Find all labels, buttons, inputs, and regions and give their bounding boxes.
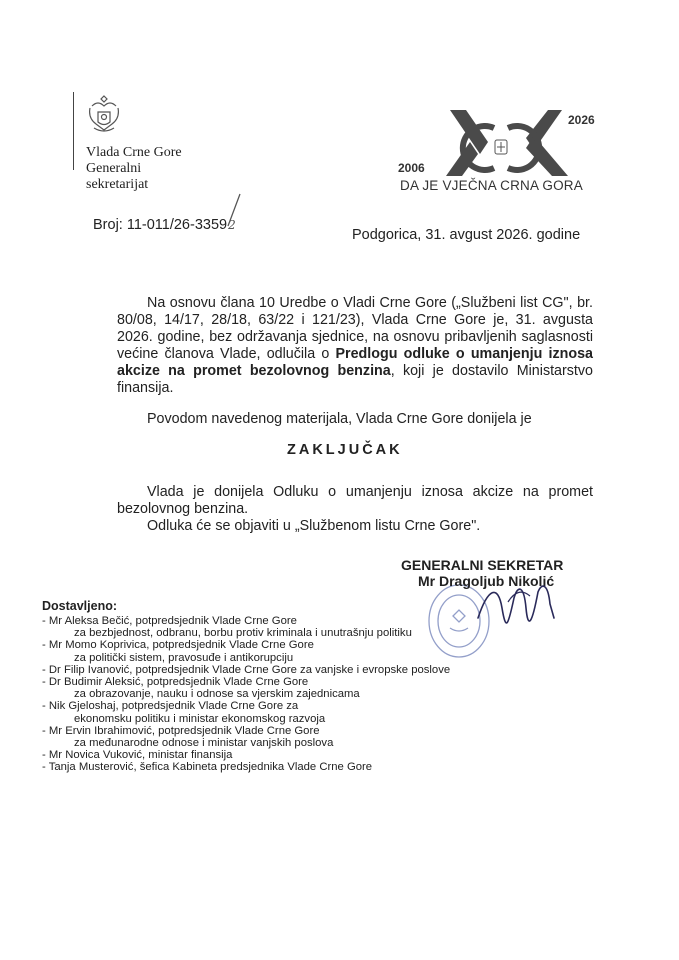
reference-number: Broj: 11-011/26-3359 — [93, 217, 228, 233]
recipient-portfolio: za međunarodne odnose i ministar vanjskih poslova — [74, 737, 334, 750]
paragraph-intro — [117, 295, 593, 397]
list-item — [42, 749, 450, 761]
recipient-line: - Nik Gjeloshaj, potpredsjednik Vlade Crne Gore za — [42, 700, 299, 713]
paragraph-decision: Vlada je donijela Odluku o umanjenju iznosa akcize na promet bezolovnog benzina. — [117, 484, 593, 517]
recipient-line: - Mr Momo Koprivica, potpredsjednik Vlade Crne Gore — [42, 639, 314, 652]
list-item — [42, 676, 450, 700]
distribution-label: Dostavljeno: — [42, 599, 118, 613]
handwritten-suffix: 2 — [228, 218, 236, 232]
handwritten-signature — [468, 578, 568, 630]
signatory-title: GENERALNI SEKRETAR — [401, 557, 564, 573]
header-divider — [73, 92, 74, 170]
list-item — [42, 639, 450, 663]
paragraph-adoption: Povodom navedenog materijala, Vlada Crne Gore donijela je — [147, 411, 532, 427]
list-item — [42, 761, 450, 773]
distribution-list — [42, 615, 450, 774]
intro-text: Na osnovu člana 10 Uredbe o Vladi Crne Gore („Službeni list CG", br. 80/08, 14/17, 28/18, 63/22 i 121/23), Vlada Crne Gore je, 31. avgusta 2026. godine, bez održavanja sjednice, na osnovu pribavljenih saglasnosti većine članova Vlade, odlučila o — [117, 295, 593, 362]
emblem-tagline: DA JE VJEČNA CRNA GORA — [400, 178, 583, 193]
recipient-line: - Dr Budimir Aleksić, potpredsjednik Vlade Crne Gore — [42, 676, 309, 689]
subject-title: Predlogu odluke o umanjenju iznosa akcize na promet bezolovnog benzina — [117, 346, 593, 379]
recipient-line: - Mr Ervin Ibrahimović, potpredsjednik Vlade Crne Gore — [42, 724, 320, 737]
recipient-portfolio: za politički sistem, pravosuđe i antikorupciju — [74, 651, 294, 664]
recipient-portfolio: za bezbjednost, odbranu, borbu protiv kriminala i unutrašnju politiku — [74, 627, 412, 640]
handwritten-slash-mark — [222, 192, 244, 228]
list-item — [42, 664, 450, 676]
recipient-portfolio: ekonomsku politiku i ministar ekonomskog razvoja — [74, 712, 326, 725]
signatory-name: Mr Dragoljub Nikolić — [418, 573, 555, 589]
org-line: sekretarijat — [86, 177, 149, 192]
recipient-line: - Mr Novica Vuković, ministar finansija — [42, 749, 233, 762]
list-item — [42, 700, 450, 724]
document-number — [93, 217, 236, 233]
emblem-year-start: 2006 — [398, 161, 425, 175]
paragraph-publication: Odluka će se objaviti u „Službenom listu Crne Gore". — [147, 518, 481, 534]
org-line: Vlada Crne Gore — [86, 145, 182, 160]
emblem-year-end: 2026 — [568, 113, 595, 127]
list-item — [42, 615, 450, 639]
conclusion-heading: ZAKLJUČAK — [287, 442, 403, 458]
recipient-line: - Mr Aleksa Bečić, potpredsjednik Vlade Crne Gore — [42, 615, 297, 627]
issuing-organization — [86, 145, 182, 193]
place-and-date: Podgorica, 31. avgust 2026. godine — [352, 227, 581, 243]
intro-text-end: , koji je dostavilo Ministarstvo finansija. — [117, 363, 593, 396]
list-item — [42, 725, 450, 749]
coat-of-arms-icon — [84, 92, 124, 136]
recipient-portfolio: za obrazovanje, nauku i odnose sa vjerskim zajednicama — [74, 688, 360, 701]
recipient-line: - Dr Filip Ivanović, potpredsjednik Vlade Crne Gore za vanjske i evropske poslove — [42, 663, 451, 676]
org-line: Generalni — [86, 161, 142, 176]
recipient-line: - Tanja Musterović, šefica Kabineta predsjednika Vlade Crne Gore — [42, 761, 373, 774]
